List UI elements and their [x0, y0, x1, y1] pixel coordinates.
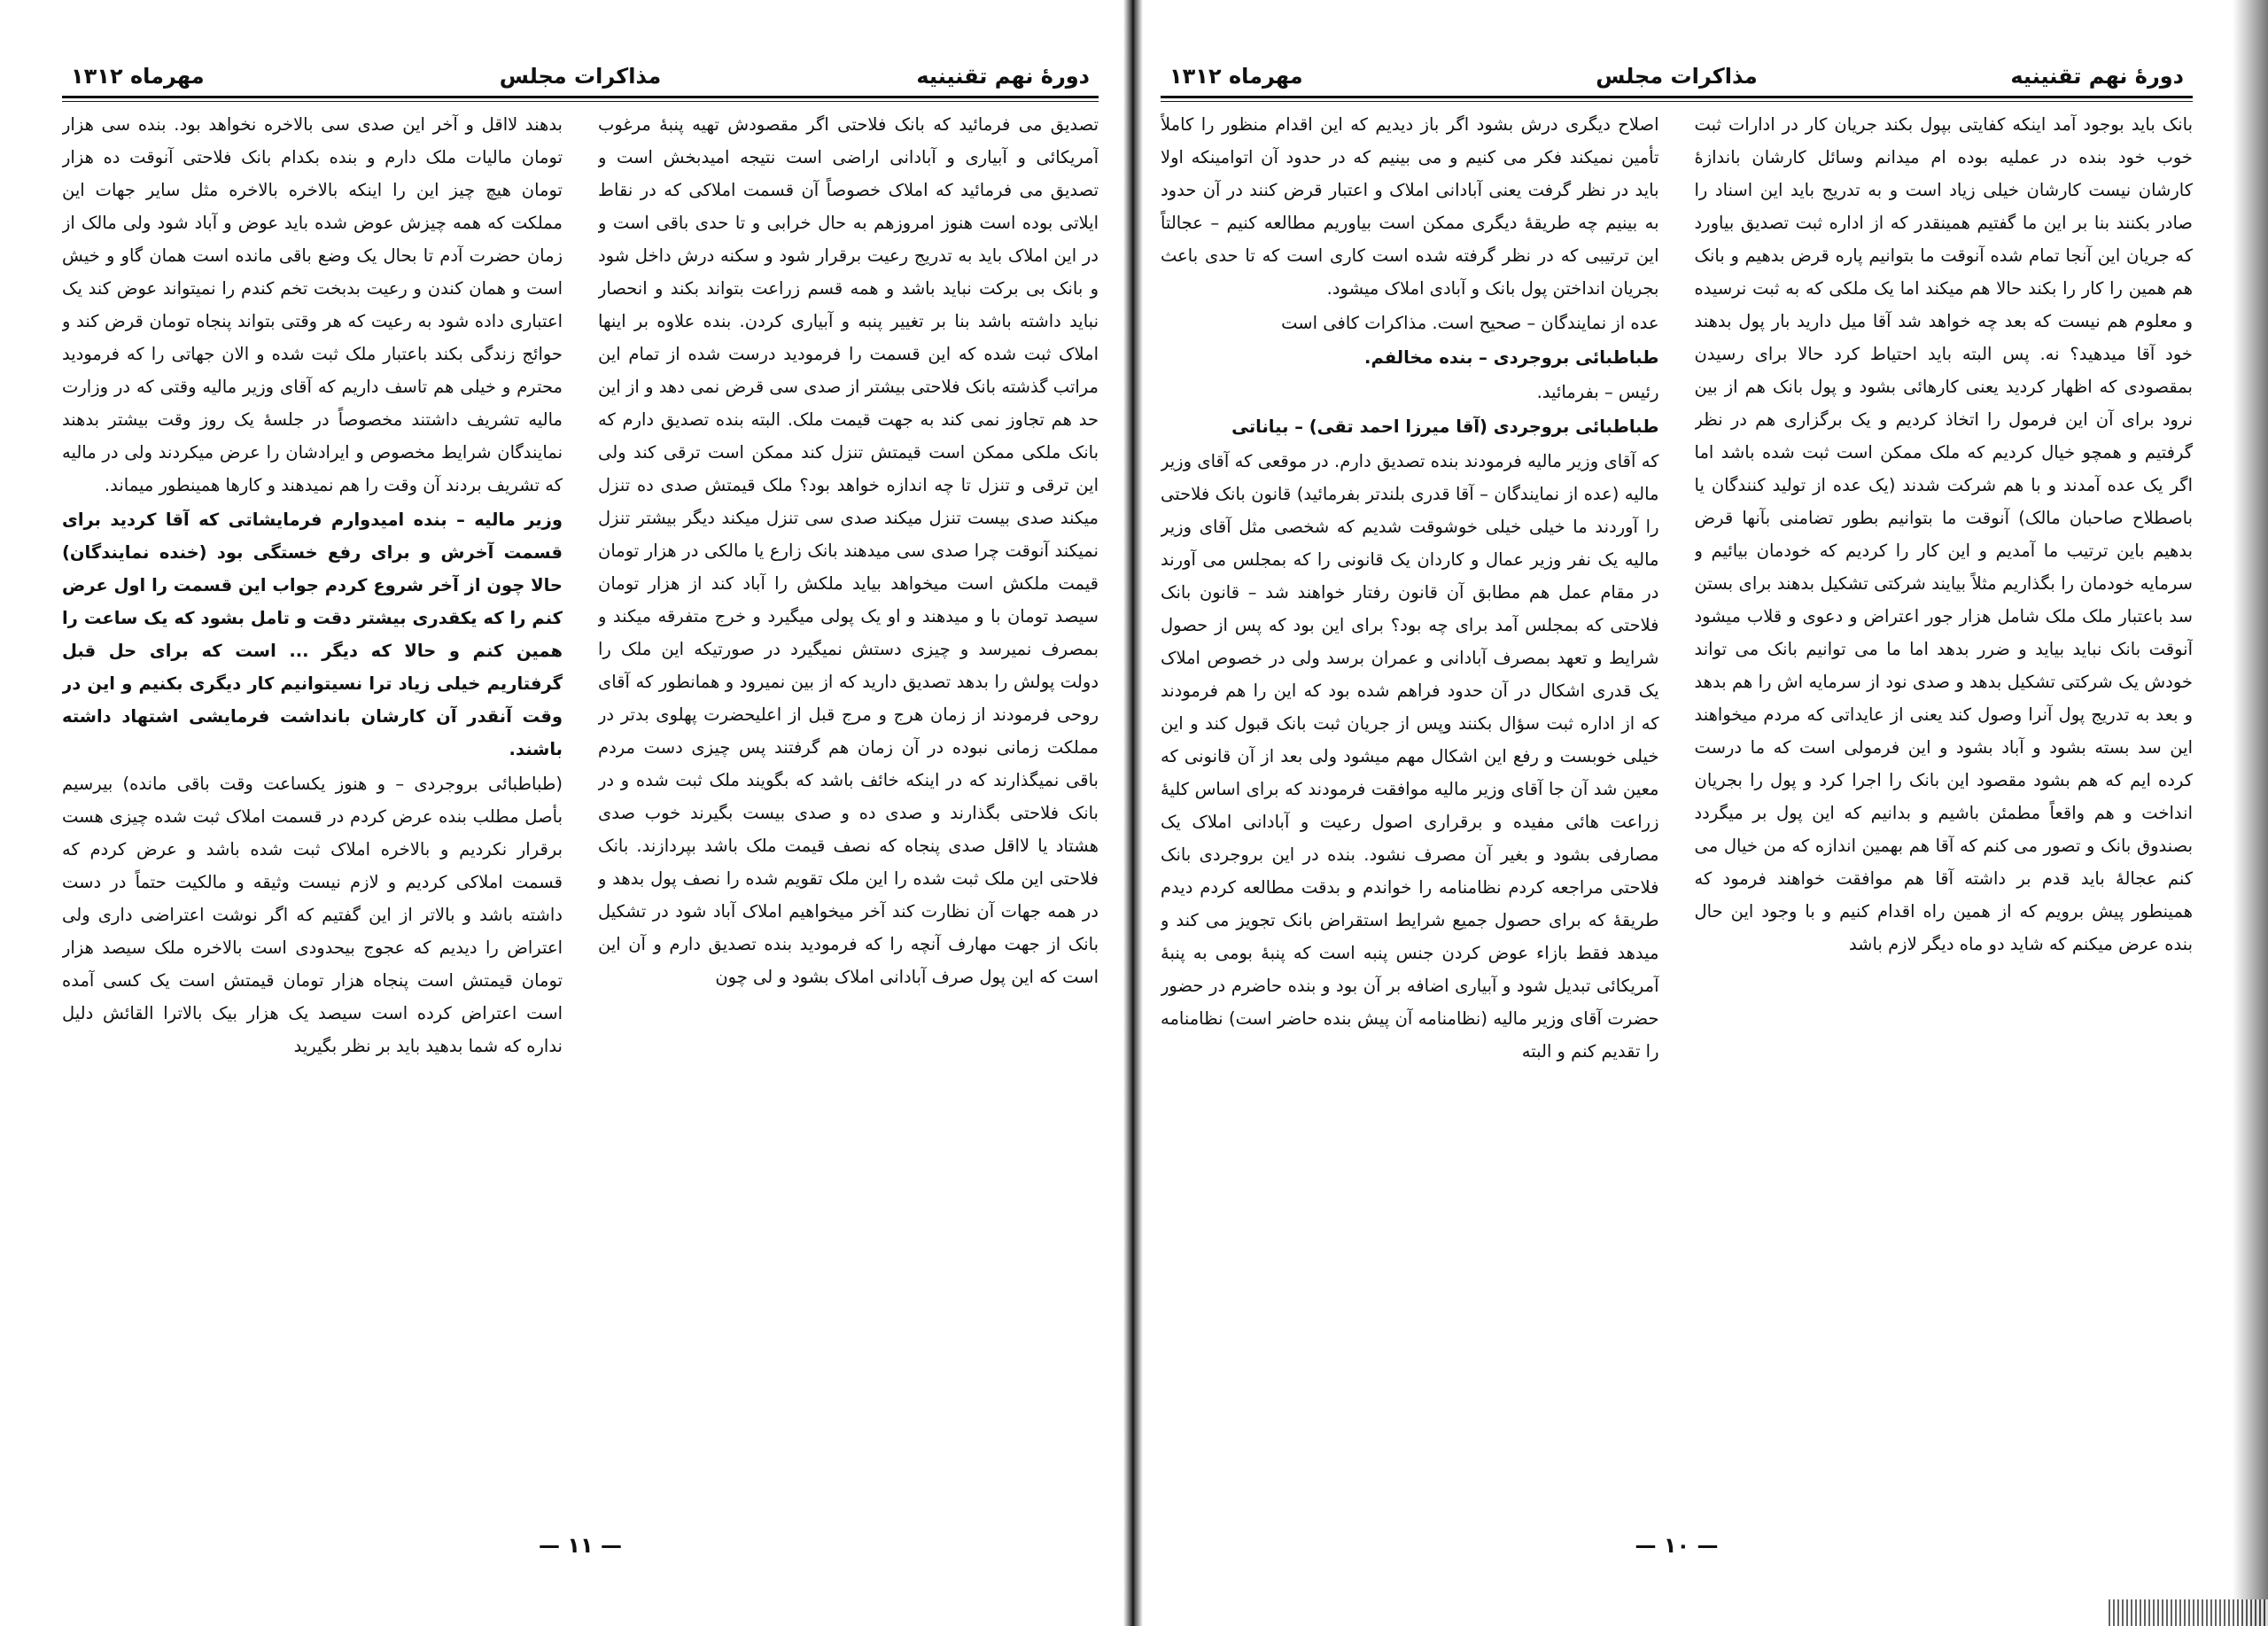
text-column-right [598, 108, 1099, 1515]
paragraph: تصدیق می فرمائید که بانک فلاحتی اگر مقصودش تهیه پنبهٔ مرغوب آمریکائی و آبیاری و آبادانی اراضی است نتیجه امیدبخش است و تصدیق می فرمائید که املاک خصوصاً آن قسمت املاکی که در نقاط ایلاتی بوده است هنوز امروزهم به حال خرابی و تا حدی باقی است و در این املاک باید به تدریج رعیت برقرار شود و سکنه درش داخل شود و بانک بی برکت نباید باشد و همه قسم زراعت بتواند بکند و انحصار نباید داشته باشد بنا بر تغییر پنبه و آبیاری کردن. بنده علاوه بر اینها املاک ثبت شده که این قسمت را فرمودید درست شده از تمام این مراتب گذشته بانک فلاحتی بیشتر از صدی سی قرض نمی دهد و از این حد هم تجاوز نمی کند به جهت قیمت ملک. البته بنده تصدیق دارم که بانک ملکی ممکن است قیمتش تنزل کند ممکن است ترقی کند ولی این ترقی و تنزل تا چه اندازه خواهد بود؟ ملک قیمتش صدی ده تنزل میکند صدی بیست تنزل میکند صدی سی تنزل میکند دیگر بیشتر تنزل نمیکند آنوقت چرا صدی سی میدهند بانک زارع یا مالکی در هزار تومان قیمت ملکش است میخواهد بیاید ملکش را آباد کند از هزار تومان سیصد تومان با و میدهند و او یک پولی میگیرد و خرج متفرقه میکند و بمصرف نمیرسد و چیزی دستش نمیگیرد در صورتیکه این ملک را دولت پولش را بدهد تصدیق دارید که از بین نمیرود و همانطور که آقای روحی فرمودند از زمان هرج و مرج قبل از اعلیحضرت پهلوی بدتر در مملکت زمانی نبوده در آن زمان هم گرفتند پس چیزی دست مردم باقی نمیگذارند که در اینکه خائف باشد که بگویند ملک ثبت شده و در بانک فلاحتی بگذارند و صدی ده و صدی بیست بگیرند خوب صدی هشتاد یا لااقل صدی پنجاه که نصف قیمت ملک باشد بپردازند. بانک فلاحتی این ملک ثبت شده را این ملک تقویم شده را نصف پول بدهد و در همه جهات آن نظارت کند آخر میخواهیم املاک آباد شود در تشکیل بانک از جهت مهارف آنچه را که فرمودید بنده تصدیق دارم و آن این است که این پول صرف آبادانی املاک بشود و لی چون [598, 114, 1099, 987]
text-columns [62, 108, 1099, 1515]
text-column-left [1161, 108, 1659, 1515]
header-session: دورهٔ نهم تقنینیه [916, 64, 1090, 89]
page-header [1161, 62, 2193, 97]
page-number: — ۱۱ — [538, 1533, 622, 1558]
paragraph: اصلاح دیگری درش بشود اگر باز دیدیم که این اقدام منظور را کاملاً تأمین نمیکند فکر می کنیم و می بینیم که در حدود آن اتوامینکه اولا باید در نظر گرفت یعنی آبادانی املاک و اعتبار قرض کنند در آن حدود به بینیم چه طریقهٔ دیگری ممکن است بیاوریم مطالعه کنیم – عجالتاً این ترتیبی که در نظر گرفته شده است کاری است که تا حدی باعث بجریان انداختن پول بانک و آبادی املاک میشود. [1161, 114, 1659, 299]
page-edge-shadow [2233, 0, 2268, 1626]
header-date: مهرماه ۱۳۱۲ [71, 64, 205, 89]
text-columns [1161, 108, 2193, 1515]
speaker-paragraph: طباطبائی بروجردی (آقا میرزا احمد تقی) – بیاناتی [1231, 416, 1659, 437]
header-session: دورهٔ نهم تقنینیه [2010, 64, 2184, 89]
header-rule [62, 96, 1099, 98]
page-header [62, 62, 1099, 97]
header-title: مذاکرات مجلس [1596, 64, 1758, 89]
left-page [62, 62, 1099, 1568]
paragraph: بانک باید بوجود آمد اینکه کفایتی بپول بکند جریان کار در ادارات ثبت خوب خود بنده در عملیه بوده ام میدانم وسائل کارشان باندازهٔ کارشان نیست کارشان خیلی زیاد است و به تدریج باید این اسناد را صادر بکنند بنا بر این ما گفتیم همینقدر که از اداره ثبت تصدیق بیاورد که جریان این آنجا تمام شده آنوقت ما بتوانیم پاره قرض بدهیم و بانک هم همین را کار را بکند حالا هم میکند اما یک ملکی که به ثبت نرسیده و معلوم هم نیست که بعد چه خواهد شد آقا میل دارید بار پول بدهند خود آقا میدهید؟ نه. پس البته باید احتیاط کرد حالا برای رسیدن بمقصودی که اظهار کردید یعنی کارهائی بشود و پول بانک هم از بین نرود برای آن این فرمول را اتخاذ کردیم و یک برگزاری هم در نظر گرفتیم و همچو خیال کردیم که ملک ممکن است ثبت شده باشد اما اگر یک عده آمدند و با هم شرکت شدند (یک عده از تولید کنندگان یا باصطلاح صاحبان مالک) آنوقت ما بتوانیم بطور تضامنی بآنها قرض بدهیم باین ترتیب ما آمدیم و این کار را کردیم که خودمان بیائیم و سرمایه خودمان را بگذاریم مثلاً بیایند شرکتی تشکیل بدهند برای بستن سد باعتبار ملک ملک شامل هزار جور اعتراض و دعوی و قلاب میشود آنوقت بانک نباید بیاید و ضرر بدهد اما ما می توانیم بانک می تواند خودش یک شرکتی تشکیل بدهد و صدی نود از سرمایه اش را هم بدهد و بعد به تدریج پول آنرا وصول کند یعنی از عایداتی که مردم میخواهند این سد بسته بشود و آباد بشود و این فرمولی است که ما درست کرده ایم که هم بشود مقصود این بانک را اجرا کرد و پول را بجریان انداخت و هم واقعاً مطمئن باشیم و بدانیم که این پول بر میگردد بصندوق بانک و تصور می کنم که آقا هم بهمین اندازه که من خیال می کنم عجالهٔ باید قدم بر داشته آقا هم موافقت خواهند فرمود که همینطور پیش برویم که از همین راه اقدام کنیم و با وجود این حال بنده عرض میکنم که شاید دو ماه دیگر لازم باشد [1694, 114, 2193, 954]
right-page [1161, 62, 2193, 1568]
paragraph: رئیس – بفرمائید. [1536, 382, 1659, 402]
book-gutter [1123, 0, 1143, 1626]
header-date: مهرماه ۱۳۱۲ [1169, 64, 1303, 89]
text-column-left [62, 108, 563, 1515]
paragraph: بدهند لااقل و آخر این صدی سی بالاخره نخواهد بود. بنده سی هزار تومان مالیات ملک دارم و بنده بکدام بانک فلاحتی آنوقت ده هزار تومان هیچ چیز این را اینکه بالاخره بالاخره مثل سایر جهات این مملکت که همه چیزش عوض شده باید عوض و آباد شود ولی مالک از زمان حضرت آدم تا بحال یک وضع باقی مانده است همان گاو و خیش است و همان کندن و رعیت بدبخت تخم کندم را نمیتواند عوض کند یک اعتباری داده شود به رعیت که هر وقتی بتواند پنجاه تومان قرض کند و حوائج زندگی بکند باعتبار ملک ثبت شده و الان جهاتی را که فرمودید محترم و خیلی هم تاسف داریم که آقای وزیر مالیه وقتی که در وزارت مالیه تشریف داشتند مخصوصاً در جلسهٔ یک روز وقت بیشتر بدهند نمایندگان شرایط مخصوص و ایرادشان را عرض میکردند ولی در مالیه که تشریف بردند آن وقت را هم نمیدهند و کارها همینطور میماند. [62, 114, 563, 495]
text-column-right [1695, 108, 2194, 1515]
page-edge-stack [2109, 1599, 2268, 1626]
header-title: مذاکرات مجلس [499, 64, 662, 89]
paragraph: (طباطبائی بروجردی – و هنوز یکساعت وقت باقی مانده) بیرسیم بأصل مطلب بنده عرض کردم در قسمت املاک ثبت شده چیزی هست برقرار نکردیم و بالاخره املاک ثبت شده باشد و عرض کردم که قسمت املاکی کردیم و لازم نیست وثیقه و مالکیت حتماً در دست داشته باشد و بالاتر از این گفتیم که اگر نوشت اعتراضی داری ولی اعتراض را دیدیم که عجوج بیحدودی است بالاخره ملک سیصد هزار تومان قیمتش است پنجاه هزار تومان قیمتش است یک کسی آمده است اعتراض کرده است سیصد یک هزار بیک بالاترا القائش دلیل نداره که شما بدهید باید بر نظر بگیرید [62, 774, 563, 1056]
paragraph: که آقای وزیر مالیه فرمودند بنده تصدیق دارم. در موقعی که آقای وزیر مالیه (عده از نمایندگان – آقا قدری بلندتر بفرمائید) قانون بانک فلاحتی را آوردند ما خیلی خیلی خوشوقت شدیم که شخصی مثل آقای وزیر مالیه یک نفر وزیر عمال و کاردان یک قانونی را که بمجلس می آورند در مقام عمل هم مطابق آن قانون رفتار خواهند شد – قانون بانک فلاحتی که بمجلس آمد برای چه بود؟ برای این بود که پس از حصول شرایط و تعهد بمصرف آبادانی و عمران برسد ولی در خصوص املاک یک قدری اشکال در آن حدود فراهم شده بود که این را هم فرمودند که از اداره ثبت سؤال بکنند وپس از جریان ثبت بانک قبول کند و این خیلی خوبست و رفع این اشکال مهم میشود ولی بعد از آن قانونی که معین شد آن جا آقای وزیر مالیه موافقت فرمودند که برای اساس کلیهٔ زراعت هائی مفیده و برقراری اصول رعیت و آبادانی املاک یک مصارفی بشود و بغیر آن مصرف نشود. بنده در این بروجردی بانک فلاحتی مراجعه کردم نظامنامه را خواندم و بدقت مطالعه کردم دیدم طریقهٔ که برای حصول جمیع شرایط استقراض بانک تجویز می کند و میدهد فقط بازاء عوض کردن جنس پنبه است که پنبهٔ بومی به پنبهٔ آمریکائی تبدیل شود و آبیاری اضافه بر آن بود و بنده حاضرم در حضور حضرت آقای وزیر مالیه (نظامنامه آن پیش بنده حاضر است) نظامنامه را تقدیم کنم و البته [1161, 451, 1659, 1062]
paragraph: عده از نمایندگان – صحیح است. مذاکرات کافی است [1281, 313, 1659, 333]
header-rule [1161, 96, 2193, 98]
speaker-paragraph: وزیر مالیه – بنده امیدوارم فرمایشاتی که آقا کردید برای قسمت آخرش و برای رفع خستگی بود (خنده نمایندگان) حالا چون از آخر شروع کردم جواب این قسمت را اول عرض کنم را که یکقدری بیشتر دقت و تامل بشود که یک ساعت را همین کنم و حالا که دیگر ... است که برای حل قبل گرفتاریم خیلی زیاد ترا نسیتوانیم کار دیگری بکنیم و این در وقت آنقدر آن کارشان بانداشت فرمایشی اشتهاد داشته باشند. [62, 510, 563, 759]
page-number: — ۱۰ — [1635, 1533, 1719, 1558]
speaker-paragraph: طباطبائی بروجردی – بنده مخالفم. [1364, 347, 1659, 368]
